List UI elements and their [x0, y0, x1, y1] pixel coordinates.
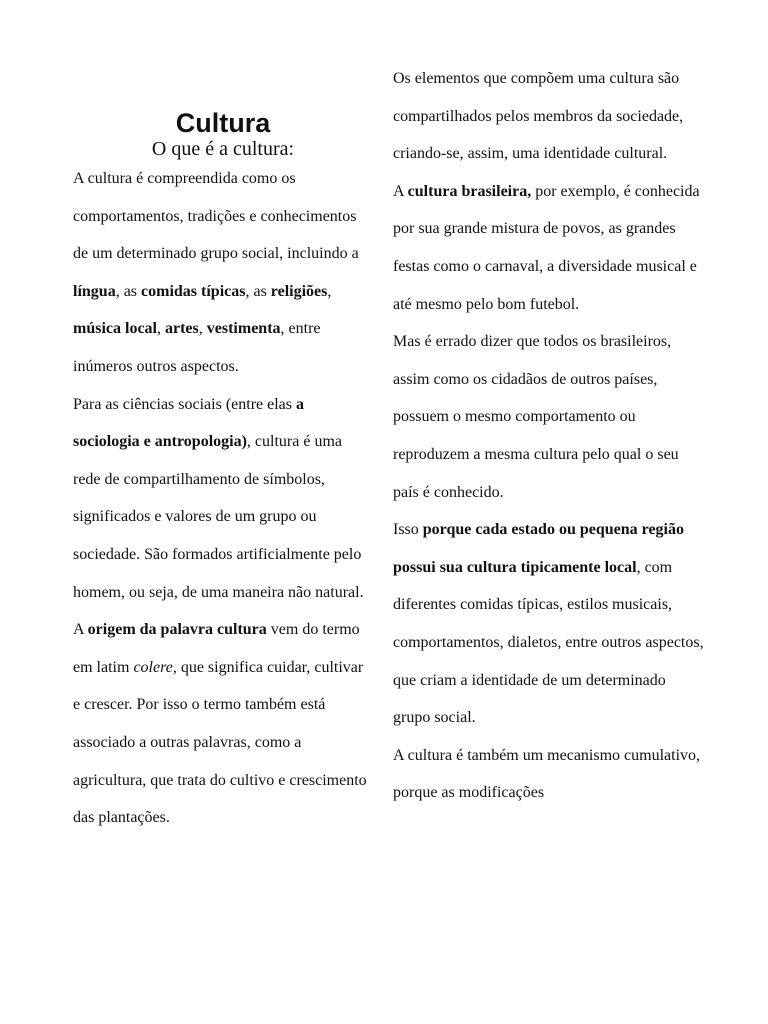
paragraph [393, 737, 705, 812]
paragraph [393, 60, 705, 173]
text-run: , que significa cuidar, cultivar e crescer. Por isso o termo também está associado a outras palavras, como a agricultura, que trata do cultivo e crescimento das plantações. [73, 658, 367, 827]
paragraph [73, 386, 373, 612]
text-run: Os elementos que compõem uma cultura são compartilhados pelos membros da sociedade, criando-se, assim, uma identidade cultural. [393, 70, 684, 163]
text-run: , entre inúmeros outros aspectos. [73, 320, 321, 375]
text-run: A [393, 182, 408, 200]
italic-text: colere [133, 658, 173, 676]
paragraph [393, 323, 705, 511]
bold-text: porque cada estado ou pequena região possui sua cultura tipicamente local [393, 521, 684, 576]
text-run: , cultura é uma rede de compartilhamento de símbolos, significados e valores de um grupo ou sociedade. São formados artificialmente pelo homem, ou seja, de uma maneira não natural. [73, 433, 364, 601]
text-run: , [327, 282, 332, 300]
paragraph [393, 511, 705, 737]
paragraph [73, 611, 373, 837]
right-column [393, 60, 705, 812]
bold-text: comidas típicas [141, 282, 246, 300]
text-run: , [157, 320, 165, 338]
text-run: Mas é errado dizer que todos os brasileiros, assim como os cidadãos de outros países, possuem o mesmo comportamento ou reproduzem a mesma cultura pelo qual o seu país é conhecido. [393, 333, 679, 501]
bold-text: religiões [270, 282, 328, 300]
page-title: Cultura [175, 108, 271, 139]
bold-text: a sociologia e antropologia) [73, 395, 305, 451]
bold-text: artes [165, 320, 199, 338]
text-run: Isso [393, 521, 423, 539]
text-run: por exemplo, é conhecida por sua grande mistura de povos, as grandes festas como o carnaval, a diversidade musical e até mesmo pelo bom futebol. [393, 182, 700, 313]
bold-text: língua [73, 282, 116, 300]
paragraph [73, 160, 373, 386]
text-run: A [73, 621, 88, 639]
page-subtitle: O que é a cultura: [151, 138, 295, 160]
text-run: , com diferentes comidas típicas, estilos musicais, comportamentos, dialetos, entre outros aspectos, que criam a identidade de um determinado grupo social. [393, 558, 704, 727]
bold-text: vestimenta [206, 320, 281, 338]
bold-text: cultura brasileira, [407, 182, 532, 200]
text-run: vem do termo em latim [73, 621, 360, 676]
text-run: Para as ciências sociais (entre elas [73, 395, 297, 413]
text-run: , as [115, 282, 142, 300]
text-run: A cultura é compreendida como os comportamentos, tradições e conhecimentos de um determinado grupo social, incluindo a [73, 170, 359, 263]
bold-text: origem da palavra cultura [87, 621, 267, 639]
paragraph [393, 173, 705, 323]
text-run: , as [245, 282, 271, 300]
left-column [73, 160, 373, 837]
text-run: A cultura é também um mecanismo cumulativo, porque as modificações [393, 746, 701, 802]
bold-text: música local [73, 320, 157, 338]
text-run: , [198, 320, 207, 338]
